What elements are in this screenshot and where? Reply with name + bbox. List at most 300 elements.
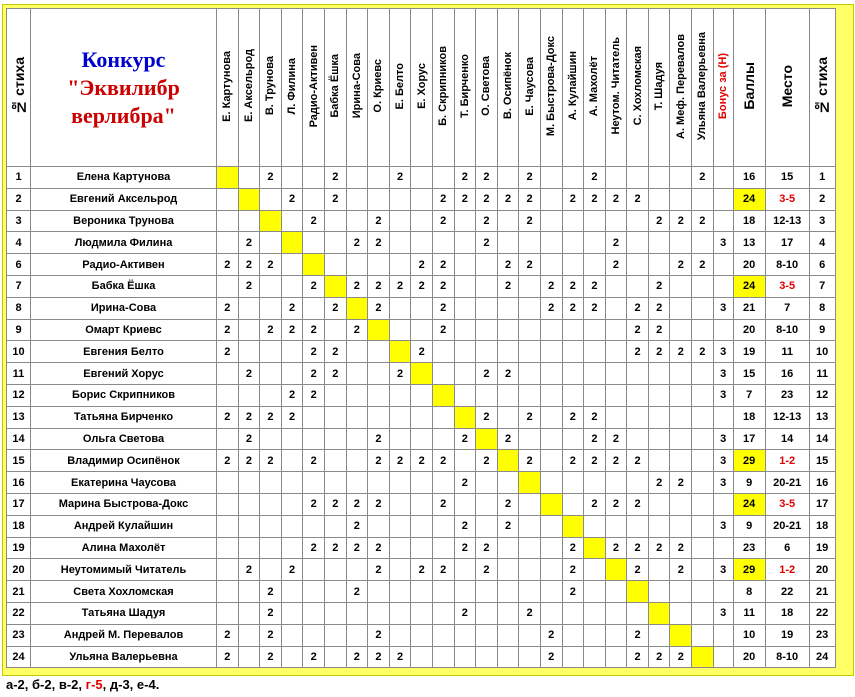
score-cell: 2 — [476, 406, 498, 428]
score-cell: 2 — [368, 450, 390, 472]
score-cell — [346, 450, 368, 472]
score-cell — [540, 581, 562, 603]
total-score: 19 — [733, 341, 765, 363]
score-cell — [670, 602, 692, 624]
score-cell — [584, 363, 606, 385]
score-cell: 2 — [324, 167, 346, 189]
score-cell — [346, 210, 368, 232]
score-cell — [260, 537, 282, 559]
score-cell: 2 — [476, 188, 498, 210]
contest-title — [31, 9, 217, 167]
score-cell: 2 — [346, 232, 368, 254]
score-cell — [389, 515, 411, 537]
score-cell: 2 — [411, 275, 433, 297]
row-number: 15 — [7, 450, 31, 472]
score-cell — [346, 167, 368, 189]
score-cell — [627, 275, 649, 297]
row-number: 1 — [7, 167, 31, 189]
score-cell: 2 — [432, 275, 454, 297]
row-number-right: 17 — [809, 493, 835, 515]
bonus-cell — [713, 210, 733, 232]
row-number-right: 1 — [809, 167, 835, 189]
score-cell — [648, 406, 670, 428]
score-cell — [670, 232, 692, 254]
score-cell: 2 — [217, 341, 239, 363]
row-number: 23 — [7, 624, 31, 646]
score-cell — [432, 602, 454, 624]
score-cell: 2 — [605, 493, 627, 515]
score-cell — [540, 493, 562, 515]
score-cell — [562, 167, 584, 189]
total-score: 18 — [733, 406, 765, 428]
score-cell: 2 — [346, 581, 368, 603]
author-name: Света Хохломская — [31, 581, 217, 603]
score-cell — [389, 493, 411, 515]
score-cell — [368, 363, 390, 385]
score-cell: 2 — [238, 450, 260, 472]
score-cell: 2 — [368, 275, 390, 297]
row-number-right: 22 — [809, 602, 835, 624]
score-cell — [584, 210, 606, 232]
score-cell: 2 — [411, 341, 433, 363]
score-cell — [238, 188, 260, 210]
judge-header: О. Светова — [476, 9, 498, 167]
score-cell — [692, 275, 714, 297]
score-cell — [692, 537, 714, 559]
score-cell — [411, 581, 433, 603]
score-cell — [238, 602, 260, 624]
score-cell — [670, 624, 692, 646]
score-cell — [389, 297, 411, 319]
score-cell — [432, 232, 454, 254]
score-cell — [692, 515, 714, 537]
score-cell — [260, 297, 282, 319]
score-cell — [389, 406, 411, 428]
score-cell: 2 — [692, 254, 714, 276]
score-cell: 2 — [368, 646, 390, 668]
author-name: Неутомимый Читатель — [31, 559, 217, 581]
score-cell — [605, 515, 627, 537]
score-cell — [497, 232, 519, 254]
table-row — [7, 624, 836, 646]
score-cell — [627, 581, 649, 603]
score-cell — [584, 319, 606, 341]
score-cell — [476, 254, 498, 276]
score-cell — [217, 472, 239, 494]
score-cell — [454, 232, 476, 254]
score-cell — [324, 428, 346, 450]
score-cell — [389, 232, 411, 254]
score-cell — [476, 472, 498, 494]
place-cell: 15 — [765, 167, 809, 189]
score-cell — [605, 406, 627, 428]
place-cell: 12-13 — [765, 210, 809, 232]
row-number-right: 8 — [809, 297, 835, 319]
score-cell — [648, 493, 670, 515]
score-cell: 2 — [324, 341, 346, 363]
judge-header: Ульяна Валерьевна — [692, 9, 714, 167]
score-cell — [670, 450, 692, 472]
score-cell — [454, 297, 476, 319]
score-cell — [454, 254, 476, 276]
total-score: 23 — [733, 537, 765, 559]
score-cell: 2 — [238, 254, 260, 276]
score-cell — [476, 297, 498, 319]
score-cell: 2 — [454, 472, 476, 494]
judge-header: Т. Шадуя — [648, 9, 670, 167]
num-header: № стиха — [7, 9, 31, 167]
row-number-right: 11 — [809, 363, 835, 385]
score-cell — [648, 450, 670, 472]
bonus-cell — [713, 188, 733, 210]
score-cell — [584, 472, 606, 494]
score-cell — [627, 602, 649, 624]
score-cell: 2 — [411, 559, 433, 581]
author-name: Евгений Хорус — [31, 363, 217, 385]
score-cell — [368, 319, 390, 341]
score-cell: 2 — [627, 559, 649, 581]
total-score: 16 — [733, 167, 765, 189]
total-score: 18 — [733, 210, 765, 232]
score-cell — [411, 363, 433, 385]
score-cell — [303, 188, 325, 210]
score-cell: 2 — [670, 210, 692, 232]
total-score: 9 — [733, 472, 765, 494]
score-cell: 2 — [217, 254, 239, 276]
author-name: Татьяна Шадуя — [31, 602, 217, 624]
row-number: 13 — [7, 406, 31, 428]
score-cell — [217, 537, 239, 559]
judge-header: А. Кулайшин — [562, 9, 584, 167]
score-cell: 2 — [605, 254, 627, 276]
score-cell — [432, 472, 454, 494]
score-cell — [411, 646, 433, 668]
row-number: 20 — [7, 559, 31, 581]
score-cell — [324, 581, 346, 603]
table-row — [7, 275, 836, 297]
bonus-cell — [713, 493, 733, 515]
score-cell: 2 — [584, 450, 606, 472]
judge-header: А. Махолёт — [584, 9, 606, 167]
place-cell: 3-5 — [765, 493, 809, 515]
score-cell — [432, 646, 454, 668]
row-number: 6 — [7, 254, 31, 276]
row-number: 3 — [7, 210, 31, 232]
score-cell — [368, 602, 390, 624]
score-cell: 2 — [648, 319, 670, 341]
score-cell: 2 — [217, 319, 239, 341]
score-cell — [692, 602, 714, 624]
score-cell — [605, 624, 627, 646]
score-cell — [584, 581, 606, 603]
bonus-cell: 3 — [713, 559, 733, 581]
score-cell: 2 — [540, 624, 562, 646]
score-cell — [519, 624, 541, 646]
score-cell — [303, 581, 325, 603]
score-cell — [562, 493, 584, 515]
score-cell: 2 — [389, 450, 411, 472]
bonus-cell: 3 — [713, 472, 733, 494]
score-cell — [584, 341, 606, 363]
score-cell: 2 — [346, 646, 368, 668]
judge-header: В. Осипёнок — [497, 9, 519, 167]
score-cell — [562, 363, 584, 385]
score-cell — [454, 559, 476, 581]
key-g: г-5 — [85, 677, 103, 692]
score-cell: 2 — [670, 646, 692, 668]
score-cell — [670, 363, 692, 385]
judge-header: Неутом. Читатель — [605, 9, 627, 167]
score-cell — [260, 384, 282, 406]
place-cell: 8-10 — [765, 254, 809, 276]
score-cell — [238, 472, 260, 494]
row-number: 14 — [7, 428, 31, 450]
score-cell — [497, 472, 519, 494]
score-cell: 2 — [497, 254, 519, 276]
score-cell — [627, 406, 649, 428]
author-name: Андрей М. Перевалов — [31, 624, 217, 646]
row-number-right: 15 — [809, 450, 835, 472]
score-cell: 2 — [368, 559, 390, 581]
place-cell: 3-5 — [765, 275, 809, 297]
row-number-right: 12 — [809, 384, 835, 406]
score-cell — [454, 319, 476, 341]
author-name: Вероника Трунова — [31, 210, 217, 232]
score-cell — [324, 254, 346, 276]
score-cell: 2 — [346, 537, 368, 559]
score-cell — [605, 319, 627, 341]
score-cell — [692, 624, 714, 646]
judge-header: О. Криевс — [368, 9, 390, 167]
score-cell — [238, 646, 260, 668]
score-cell — [476, 275, 498, 297]
row-number: 18 — [7, 515, 31, 537]
score-cell — [519, 472, 541, 494]
score-cell — [584, 232, 606, 254]
score-cell: 2 — [519, 602, 541, 624]
score-cell: 2 — [476, 232, 498, 254]
key-rest: , д-3, е-4. — [102, 677, 160, 692]
score-cell — [368, 341, 390, 363]
score-cell — [497, 450, 519, 472]
score-cell: 2 — [432, 254, 454, 276]
judge-header: Л. Филина — [281, 9, 303, 167]
row-number: 7 — [7, 275, 31, 297]
score-cell — [260, 493, 282, 515]
score-cell — [648, 581, 670, 603]
author-name: Борис Скрипников — [31, 384, 217, 406]
score-cell: 2 — [432, 450, 454, 472]
score-cell: 2 — [217, 624, 239, 646]
score-cell — [238, 210, 260, 232]
table-row — [7, 341, 836, 363]
bonus-header: Бонус за (Н) — [713, 9, 733, 167]
score-cell — [303, 428, 325, 450]
score-cell — [217, 188, 239, 210]
score-cell — [562, 384, 584, 406]
score-cell: 2 — [670, 254, 692, 276]
score-cell — [670, 297, 692, 319]
score-cell: 2 — [281, 406, 303, 428]
bonus-cell — [713, 581, 733, 603]
score-cell — [411, 232, 433, 254]
judge-header: Б. Скрипников — [432, 9, 454, 167]
author-name: Татьяна Бирченко — [31, 406, 217, 428]
total-score: 24 — [733, 493, 765, 515]
score-cell: 2 — [476, 559, 498, 581]
author-name: Екатерина Чаусова — [31, 472, 217, 494]
row-number: 10 — [7, 341, 31, 363]
score-cell: 2 — [605, 537, 627, 559]
author-name: Елена Картунова — [31, 167, 217, 189]
score-cell — [281, 581, 303, 603]
score-cell — [303, 559, 325, 581]
judge-header: М. Быстрова-Докс — [540, 9, 562, 167]
score-cell — [389, 210, 411, 232]
bonus-cell: 3 — [713, 232, 733, 254]
row-number-right: 7 — [809, 275, 835, 297]
place-cell: 16 — [765, 363, 809, 385]
score-cell — [540, 559, 562, 581]
score-cell — [562, 319, 584, 341]
score-cell — [497, 646, 519, 668]
place-cell: 1-2 — [765, 450, 809, 472]
score-cell — [670, 275, 692, 297]
score-cell — [562, 254, 584, 276]
score-cell — [281, 472, 303, 494]
author-name: Ольга Светова — [31, 428, 217, 450]
score-cell: 2 — [281, 319, 303, 341]
place-cell: 12-13 — [765, 406, 809, 428]
score-cell: 2 — [648, 275, 670, 297]
score-cell — [238, 581, 260, 603]
table-row — [7, 188, 836, 210]
judge-header: С. Хохломская — [627, 9, 649, 167]
score-cell — [519, 428, 541, 450]
place-cell: 7 — [765, 297, 809, 319]
score-cell: 2 — [454, 515, 476, 537]
table-row — [7, 254, 836, 276]
score-cell — [217, 275, 239, 297]
score-cell — [389, 602, 411, 624]
total-score: 8 — [733, 581, 765, 603]
score-cell: 2 — [368, 624, 390, 646]
bonus-cell: 3 — [713, 363, 733, 385]
score-cell: 2 — [260, 406, 282, 428]
place-cell: 11 — [765, 341, 809, 363]
score-cell — [260, 559, 282, 581]
score-cell — [519, 275, 541, 297]
score-cell — [519, 319, 541, 341]
score-cell: 2 — [432, 210, 454, 232]
score-cell — [238, 515, 260, 537]
table-body — [7, 167, 836, 668]
row-number-right: 18 — [809, 515, 835, 537]
score-cell: 2 — [454, 602, 476, 624]
judge-header: Е. Белто — [389, 9, 411, 167]
score-cell — [260, 232, 282, 254]
score-cell — [389, 428, 411, 450]
table-row — [7, 428, 836, 450]
score-cell — [605, 384, 627, 406]
score-cell — [346, 188, 368, 210]
score-cell — [303, 167, 325, 189]
score-cell: 2 — [692, 167, 714, 189]
score-cell — [692, 363, 714, 385]
score-cell: 2 — [260, 602, 282, 624]
judge-header: В. Трунова — [260, 9, 282, 167]
score-cell: 2 — [454, 188, 476, 210]
score-cell — [432, 515, 454, 537]
score-cell — [648, 188, 670, 210]
score-cell — [584, 559, 606, 581]
score-cell — [584, 537, 606, 559]
score-cell — [562, 472, 584, 494]
judge-header: А. Меф. Перевалов — [670, 9, 692, 167]
score-cell: 2 — [368, 428, 390, 450]
score-cell — [368, 188, 390, 210]
place-cell: 1-2 — [765, 559, 809, 581]
score-cell — [519, 646, 541, 668]
score-cell — [627, 363, 649, 385]
score-cell — [324, 384, 346, 406]
table-row — [7, 581, 836, 603]
score-cell: 2 — [627, 537, 649, 559]
bonus-cell — [713, 254, 733, 276]
score-cell — [540, 384, 562, 406]
score-cell — [540, 341, 562, 363]
score-cell — [217, 363, 239, 385]
score-cell: 2 — [324, 297, 346, 319]
score-cell — [584, 646, 606, 668]
score-cell — [368, 515, 390, 537]
score-cell — [497, 581, 519, 603]
score-cell — [454, 341, 476, 363]
total-score: 15 — [733, 363, 765, 385]
score-cell: 2 — [692, 210, 714, 232]
score-cell — [540, 602, 562, 624]
score-cell — [281, 537, 303, 559]
row-number: 9 — [7, 319, 31, 341]
row-number-right: 2 — [809, 188, 835, 210]
row-number: 11 — [7, 363, 31, 385]
score-cell: 2 — [260, 624, 282, 646]
score-cell — [692, 493, 714, 515]
score-cell — [324, 472, 346, 494]
score-cell — [627, 515, 649, 537]
judge-header: Т. Бирченко — [454, 9, 476, 167]
total-score: 29 — [733, 450, 765, 472]
score-cell: 2 — [303, 210, 325, 232]
score-cell: 2 — [476, 363, 498, 385]
score-cell: 2 — [605, 428, 627, 450]
score-cell — [346, 254, 368, 276]
score-cell — [605, 646, 627, 668]
score-cell — [260, 188, 282, 210]
score-cell: 2 — [562, 559, 584, 581]
score-cell — [476, 428, 498, 450]
score-cell — [324, 646, 346, 668]
bonus-cell: 3 — [713, 428, 733, 450]
place-cell: 19 — [765, 624, 809, 646]
score-cell: 2 — [346, 275, 368, 297]
score-cell: 2 — [627, 450, 649, 472]
score-cell — [454, 384, 476, 406]
score-cell: 2 — [627, 319, 649, 341]
score-cell — [627, 210, 649, 232]
row-number-right: 3 — [809, 210, 835, 232]
score-cell: 2 — [281, 297, 303, 319]
